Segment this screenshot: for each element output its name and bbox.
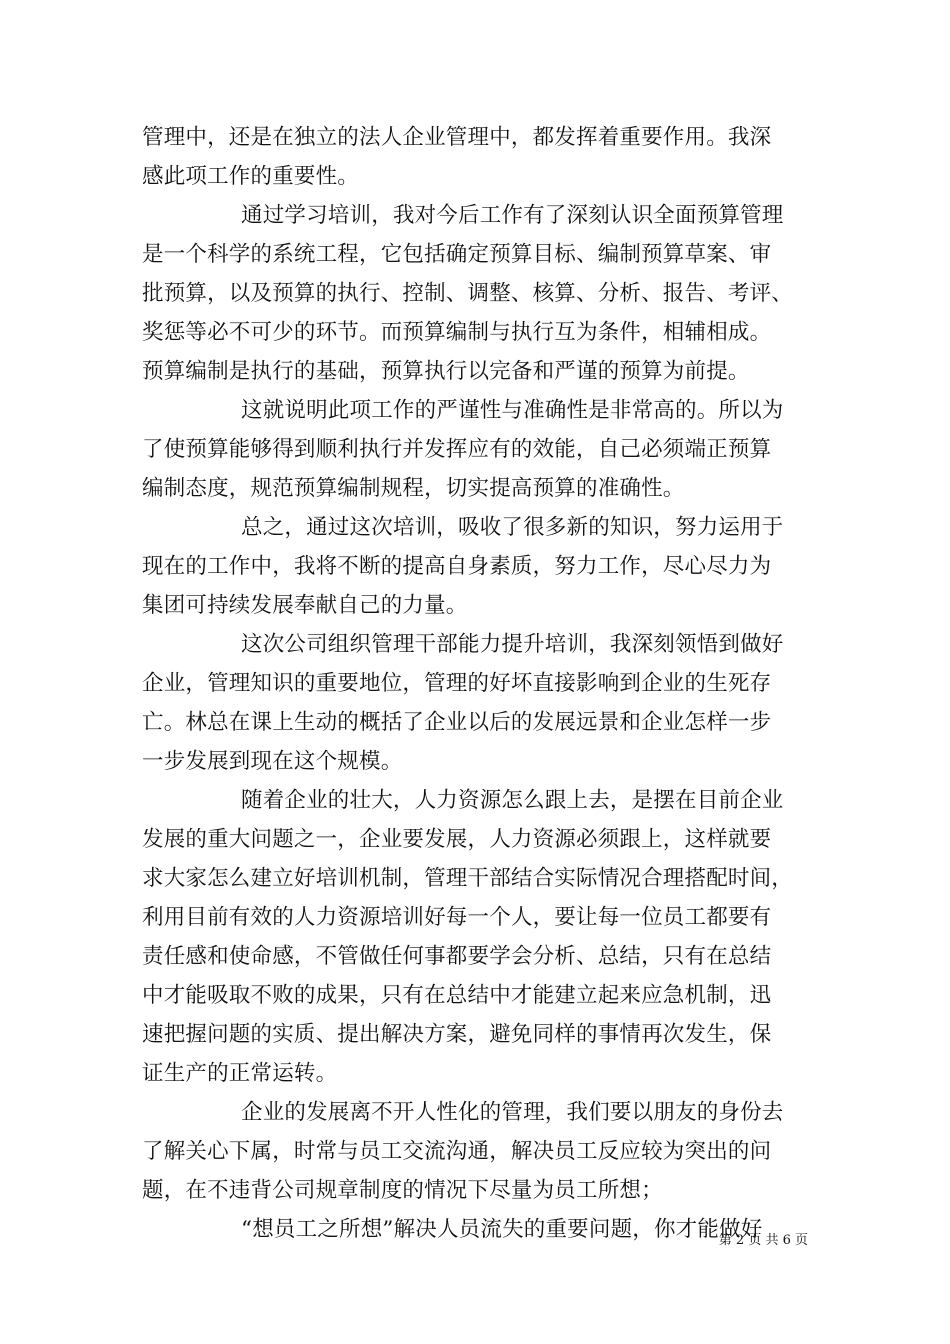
paragraph-line: 了解关心下属，时常与员工交流沟通，解决员工反应较为突出的问 bbox=[142, 1139, 772, 1164]
paragraph-line: 发展的重大问题之一，企业要发展，人力资源必须跟上，这样就要 bbox=[142, 827, 772, 852]
paragraph-line: 总之，通过这次培训，吸收了很多新的知识，努力运用于 bbox=[241, 515, 784, 540]
paragraph-line: 现在的工作中，我将不断的提高自身素质，努力工作，尽心尽力为 bbox=[142, 554, 772, 579]
paragraph-line: 速把握问题的实质、提出解决方案，避免同样的事情再次发生，保 bbox=[142, 1022, 772, 1047]
paragraph-line: 亡。林总在课上生动的概括了企业以后的发展远景和企业怎样一步 bbox=[142, 710, 772, 735]
paragraph-line: 编制态度，规范预算编制规程，切实提高预算的准确性。 bbox=[142, 476, 685, 501]
paragraph-line: 了使预算能够得到顺利执行并发挥应有的效能，自己必须端正预算 bbox=[142, 437, 772, 462]
paragraph-line: 感此项工作的重要性。 bbox=[142, 164, 360, 189]
paragraph-line: 批预算，以及预算的执行、控制、调整、核算、分析、报告、考评、 bbox=[142, 281, 794, 306]
paragraph-line: 中才能吸取不败的成果，只有在总结中才能建立起来应急机制，迅 bbox=[142, 983, 772, 1008]
paragraph-line: 随着企业的壮大，人力资源怎么跟上去，是摆在目前企业 bbox=[241, 788, 784, 813]
paragraph-line: 管理中，还是在独立的法人企业管理中，都发挥着重要作用。我深 bbox=[142, 125, 772, 150]
paragraph-line: 企业，管理知识的重要地位，管理的好坏直接影响到企业的生死存 bbox=[142, 671, 772, 696]
paragraph-line: 利用目前有效的人力资源培训好每一个人，要让每一位员工都要有 bbox=[142, 905, 772, 930]
paragraph-line: 通过学习培训，我对今后工作有了深刻认识全面预算管理 bbox=[241, 203, 784, 228]
page-number-footer: 第 2 页 共 6 页 bbox=[718, 1233, 808, 1248]
document-body bbox=[142, 118, 812, 1249]
paragraph-line: 是一个科学的系统工程，它包括确定预算目标、编制预算草案、审 bbox=[142, 242, 772, 267]
paragraph-line: 这次公司组织管理干部能力提升培训，我深刻领悟到做好 bbox=[241, 632, 784, 657]
paragraph-line: 企业的发展离不开人性化的管理，我们要以朋友的身份去 bbox=[241, 1100, 784, 1125]
paragraph-line: 求大家怎么建立好培训机制，管理干部结合实际情况合理搭配时间， bbox=[142, 866, 794, 891]
paragraph-line: 集团可持续发展奉献自己的力量。 bbox=[142, 593, 468, 618]
paragraph-line: 证生产的正常运转。 bbox=[142, 1061, 338, 1086]
paragraph-line: “想员工之所想”解决人员流失的重要问题，你才能做好 bbox=[241, 1217, 763, 1242]
paragraph-line: 这就说明此项工作的严谨性与准确性是非常高的。所以为 bbox=[241, 398, 784, 423]
paragraph-line: 预算编制是执行的基础，预算执行以完备和严谨的预算为前提。 bbox=[142, 359, 750, 384]
paragraph-line: 责任感和使命感，不管做任何事都要学会分析、总结，只有在总结 bbox=[142, 944, 772, 969]
paragraph-line: 一步发展到现在这个规模。 bbox=[142, 749, 403, 774]
paragraph-line: 奖惩等必不可少的环节。而预算编制与执行互为条件，相辅相成。 bbox=[142, 320, 772, 345]
paragraph-line: 题，在不违背公司规章制度的情况下尽量为员工所想； bbox=[142, 1178, 663, 1203]
